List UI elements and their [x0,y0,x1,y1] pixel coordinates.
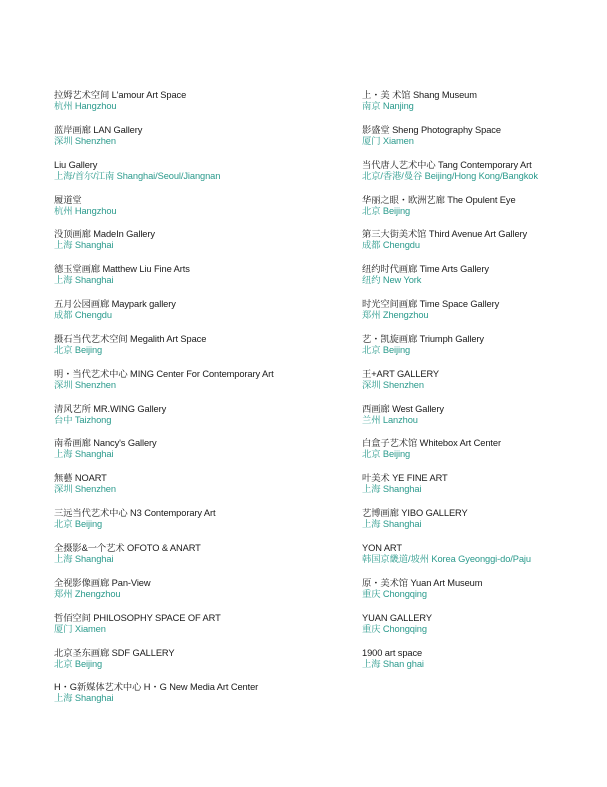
gallery-name: 德玉堂画廊 Matthew Liu Fine Arts [54,264,190,275]
gallery-list-right-column [362,89,602,681]
gallery-entry [54,577,354,612]
gallery-entry [362,437,602,472]
gallery-city: 杭州 Hangzhou [54,101,117,111]
gallery-entry [362,403,602,438]
gallery-city: 深圳 Shenzhen [362,379,424,390]
gallery-entry [54,612,354,647]
gallery-city: 厦门 Xiamen [54,623,106,634]
gallery-city: 纽约 New York [362,275,422,286]
gallery-name: 履道堂 [54,194,82,205]
gallery-city: 深圳 Shenzhen [54,484,116,495]
gallery-entry [54,647,354,682]
gallery-entry [54,89,354,124]
gallery-city: 重庆 Chongqing [362,588,427,599]
gallery-city: 郑州 Zhengzhou [362,310,429,321]
gallery-entry [54,194,354,229]
gallery-name: 無藝 NOART [54,473,107,484]
gallery-name: 三远当代艺术中心 N3 Contemporary Art [54,508,216,519]
gallery-city: 北京 Beijing [54,344,103,355]
gallery-name: 时光空间画廊 Time Space Gallery [362,299,500,310]
gallery-entry [54,124,354,159]
gallery-entry [362,228,602,263]
gallery-name: 影盛堂 Sheng Photography Space [362,124,501,135]
gallery-entry [362,194,602,229]
gallery-name: Liu Gallery [54,159,98,170]
gallery-city: 台中 Taizhong [54,414,112,425]
gallery-entry [362,263,602,298]
gallery-city: 成都 Chengdu [54,310,112,321]
gallery-name: 哲佰空间 PHILOSOPHY SPACE OF ART [54,612,221,623]
gallery-name: 王+ART GALLERY [362,368,439,379]
gallery-name: 明・当代艺术中心 MING Center For Contemporary Art [54,368,274,379]
gallery-name: 五月公园画廊 Maypark gallery [54,299,176,310]
gallery-name: 摄石当代艺术空间 Megalith Art Space [54,333,207,344]
gallery-city: 北京/香港/曼谷 Beijing/Hong Kong/Bangkok [362,170,538,181]
gallery-name: 1900 art space [362,647,423,658]
gallery-city: 北京 Beijing [362,205,411,216]
gallery-name: 全视影像画廊 Pan-View [54,577,151,588]
gallery-entry [362,368,602,403]
gallery-entry [54,298,354,333]
gallery-city: 上海 Shanghai [54,275,114,286]
gallery-name: 没顶画廊 MadeIn Gallery [54,229,155,240]
gallery-name: 白盒子艺术馆 Whitebox Art Center [362,438,501,449]
gallery-name: YUAN GALLERY [362,612,432,623]
gallery-entry [54,263,354,298]
gallery-entry [54,437,354,472]
gallery-name: 北京圣东画廊 SDF GALLERY [54,647,175,658]
gallery-name: 华丽之眼・欧洲艺廊 The Opulent Eye [362,194,516,205]
gallery-entry [362,89,602,124]
gallery-name: YON ART [362,542,402,553]
gallery-name: 艺博画廊 YIBO GALLERY [362,508,468,519]
gallery-city: 上海 Shan ghai [362,658,424,669]
gallery-city: 韩国京畿道/坡州 Korea Gyeonggi-do/Paju [362,553,531,564]
gallery-city: 北京 Beijing [362,449,411,460]
gallery-entry [362,507,602,542]
gallery-entry [54,159,354,194]
gallery-name: 叶美术 YE FINE ART [362,473,448,484]
gallery-entry [362,577,602,612]
gallery-entry [54,228,354,263]
gallery-entry [362,298,602,333]
gallery-entry [362,647,602,682]
gallery-city: 北京 Beijing [54,658,103,669]
gallery-entry [54,403,354,438]
gallery-city: 上海/首尔/江南 Shanghai/Seoul/Jiangnan [54,170,221,181]
gallery-name: 拉姆艺术空间 L'amour Art Space [54,90,187,100]
gallery-name: 原・美术馆 Yuan Art Museum [362,577,483,588]
gallery-name: 清风艺所 MR.WING Gallery [54,403,167,414]
gallery-city: 成都 Chengdu [362,240,420,251]
gallery-city: 深圳 Shenzhen [54,379,116,390]
gallery-name: 艺・凯旋画廊 Triumph Gallery [362,333,484,344]
gallery-entry [362,124,602,159]
gallery-entry [54,333,354,368]
gallery-entry [54,368,354,403]
gallery-entry [362,542,602,577]
gallery-city: 深圳 Shenzhen [54,135,116,146]
gallery-city: 郑州 Zhengzhou [54,588,121,599]
gallery-name: 西画廊 West Gallery [362,403,444,414]
gallery-name: 当代唐人艺术中心 Tang Contemporary Art [362,159,532,170]
gallery-name: 上・美 术馆 Shang Museum [362,90,477,100]
gallery-name: 南希画廊 Nancy's Gallery [54,438,157,449]
gallery-name: 蓝岸画廊 LAN Gallery [54,124,143,135]
gallery-city: 上海 Shanghai [362,484,422,495]
gallery-city: 上海 Shanghai [54,553,114,564]
gallery-city: 兰州 Lanzhou [362,414,418,425]
gallery-entry [54,681,354,716]
gallery-name: 第三大街美术馆 Third Avenue Art Gallery [362,229,528,240]
gallery-city: 北京 Beijing [362,344,411,355]
gallery-entry [362,612,602,647]
gallery-entry [362,333,602,368]
gallery-city: 上海 Shanghai [54,240,114,251]
gallery-entry [362,472,602,507]
gallery-city: 上海 Shanghai [54,449,114,460]
gallery-city: 上海 Shanghai [362,519,422,530]
gallery-city: 北京 Beijing [54,519,103,530]
gallery-name: 纽约时代画廊 Time Arts Gallery [362,264,489,275]
gallery-city: 上海 Shanghai [54,693,114,704]
gallery-city: 杭州 Hangzhou [54,205,117,216]
gallery-city: 南京 Nanjing [362,101,414,111]
gallery-entry [54,542,354,577]
gallery-entry [362,159,602,194]
gallery-city: 重庆 Chongqing [362,623,427,634]
gallery-city: 厦门 Xiamen [362,135,414,146]
gallery-name: 全摄影&一个艺术 OFOTO & ANART [54,542,201,553]
gallery-list-left-column [54,89,354,716]
gallery-entry [54,507,354,542]
gallery-entry [54,472,354,507]
gallery-name: H・G新媒体艺术中心 H・G New Media Art Center [54,682,259,693]
